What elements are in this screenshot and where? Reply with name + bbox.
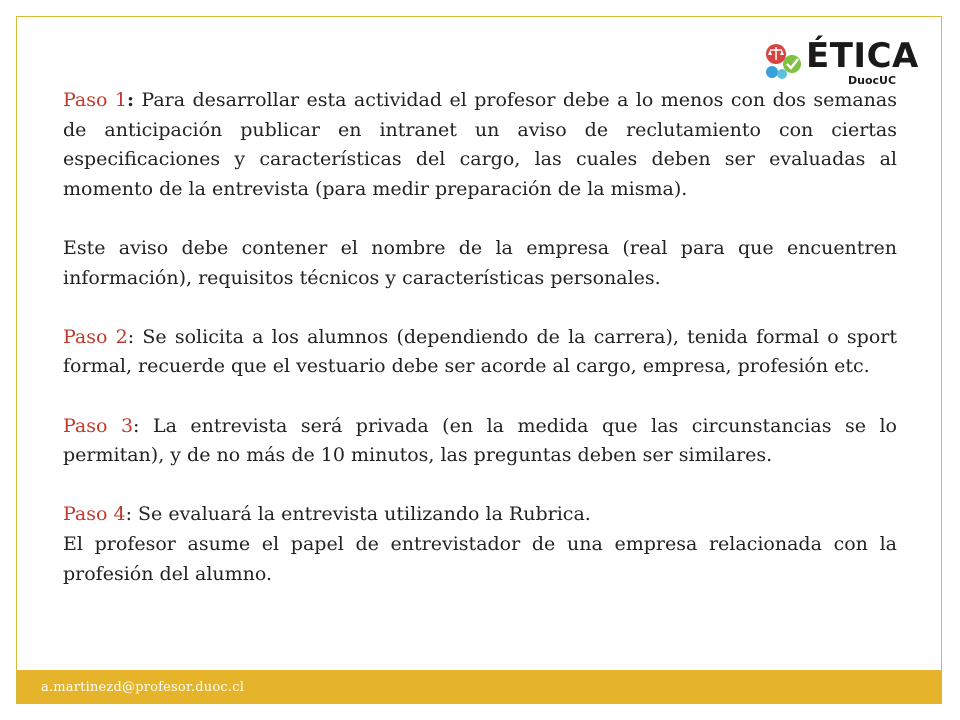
step-4-text: Se evaluará la entrevista utilizando la Rubrica. xyxy=(131,503,591,526)
step-1-sep: : xyxy=(126,89,134,111)
footer-email: a.martinezd@profesor.duoc.cl xyxy=(41,680,245,695)
paragraph-step-3 xyxy=(63,412,897,471)
content-body xyxy=(63,86,897,589)
step-3-text: La entrevista será privada (en la medida que las circunstancias se lo permitan), y de no más de 10 minutos, las preguntas deben ser similares. xyxy=(63,414,897,467)
step-3-label: Paso 3 xyxy=(63,414,134,437)
paragraph-step-4 xyxy=(63,500,897,530)
logo-subtitle-uc: UC xyxy=(879,74,897,87)
step-1-label: Paso 1 xyxy=(63,89,127,111)
step-2-text: Se solicita a los alumnos (dependiendo de la carrera), tenida formal o sport formal, recuerde que el vestuario debe ser acorde al cargo, empresa, profesión etc. xyxy=(63,325,898,378)
paragraph-profesor: El profesor asume el papel de entrevistador de una empresa relacionada con la profesión del alumno. xyxy=(63,532,897,585)
footer-bar xyxy=(17,670,941,704)
etica-logo xyxy=(762,36,919,90)
step-4-sep: : xyxy=(125,503,132,526)
step-3-sep: : xyxy=(133,414,140,437)
step-4-label: Paso 4 xyxy=(63,503,126,526)
paragraph-aviso: Este aviso debe contener el nombre de la empresa (real para que encuentren información), requisitos técnicos y características personales. xyxy=(63,236,897,289)
paragraph-step-2 xyxy=(63,323,897,382)
logo-title: ÉTICA xyxy=(806,36,919,76)
paragraph-step-1 xyxy=(63,86,897,204)
step-1-text: Para desarrollar esta actividad el profesor debe a lo menos con dos semanas de anticipación publicar en intranet un aviso de reclutamiento con ciertas especificaciones y características del cargo, las cuales deben ser evaluadas al momento de la entrevista (para medir preparación de la misma). xyxy=(63,89,897,200)
step-2-label: Paso 2 xyxy=(63,325,128,348)
scales-icon xyxy=(762,40,806,84)
step-2-sep: : xyxy=(127,325,135,348)
logo-subtitle-duoc: Duoc xyxy=(848,74,880,87)
